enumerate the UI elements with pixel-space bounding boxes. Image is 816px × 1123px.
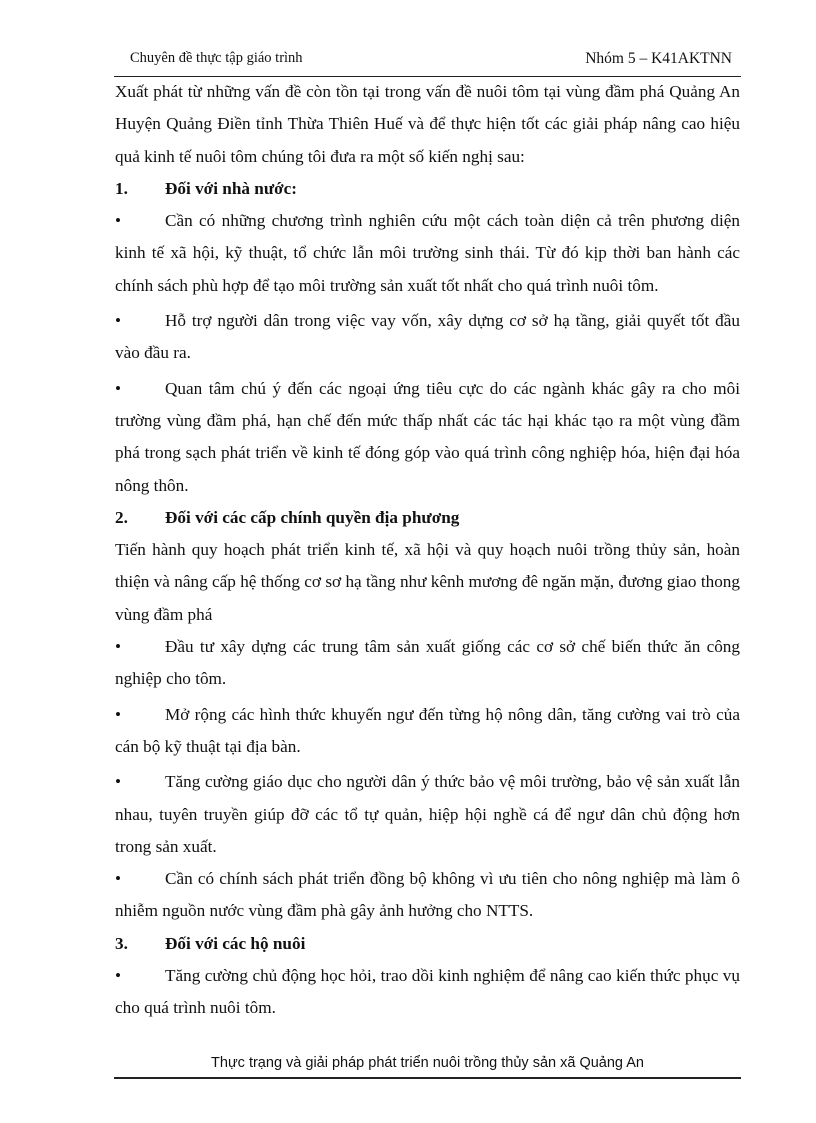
bullet-icon: • bbox=[115, 966, 122, 986]
bullet-text: Đầu tư xây dựng các trung tâm sản xuất giống các cơ sở chế biến thức ăn công nghiệp cho tôm. bbox=[115, 637, 740, 689]
section-heading-1 bbox=[115, 173, 740, 205]
header-left-text: Chuyên đề thực tập giáo trình bbox=[130, 50, 303, 66]
bullet-item bbox=[115, 699, 740, 764]
bullet-item bbox=[115, 960, 740, 1025]
footer-divider bbox=[114, 1077, 741, 1079]
section-paragraph: Tiến hành quy hoạch phát triển kinh tế, xã hội và quy hoạch nuôi trồng thủy sản, hoàn thiện và nâng cấp hệ thống cơ sơ hạ tầng như kênh mương đê ngăn mặn, đương giao thong vùng đầm phá bbox=[115, 540, 740, 624]
section-title: Đối với các cấp chính quyền địa phương bbox=[165, 507, 460, 527]
bullet-item bbox=[115, 205, 740, 302]
bullet-item bbox=[115, 766, 740, 863]
section-heading-3 bbox=[115, 928, 740, 960]
section-heading-2 bbox=[115, 502, 740, 534]
bullet-text: Hỗ trợ người dân trong việc vay vốn, xây dựng cơ sở hạ tầng, giải quyết tốt đầu vào đầu ra. bbox=[115, 311, 740, 363]
document-body bbox=[115, 76, 740, 1025]
section-number: 3. bbox=[115, 933, 128, 953]
bullet-text: Quan tâm chú ý đến các ngoại ứng tiêu cực do các ngành khác gây ra cho môi trường vùng đầm phá, hạn chế đến mức thấp nhất các tác hại khác tạo ra một vùng đầm phá trong sạch phát triển về kinh tế đóng góp vào quá trình công nghiệp hóa, hiện đại hóa nông thôn. bbox=[115, 378, 740, 495]
page-header bbox=[130, 50, 740, 72]
bullet-item bbox=[115, 373, 740, 502]
section-title: Đối với các hộ nuôi bbox=[165, 933, 306, 953]
bullet-item bbox=[115, 305, 740, 370]
bullet-text: Cần có những chương trình nghiên cứu một cách toàn diện cả trên phương diện kinh tế xã hội, kỹ thuật, tổ chức lẫn môi trường sinh thái. Từ đó kịp thời ban hành các chính sách phù hợp để tạo môi trường sản xuất tốt nhất cho quá trình nuôi tôm. bbox=[115, 211, 740, 295]
section-number: 1. bbox=[115, 178, 128, 198]
bullet-icon: • bbox=[115, 311, 122, 331]
bullet-icon: • bbox=[115, 704, 122, 724]
bullet-icon: • bbox=[115, 211, 122, 231]
bullet-icon: • bbox=[115, 637, 122, 657]
bullet-text: Mở rộng các hình thức khuyến ngư đến từng hộ nông dân, tăng cường vai trò của cán bộ kỹ thuật tại địa bàn. bbox=[115, 704, 740, 756]
bullet-icon: • bbox=[115, 772, 122, 792]
header-right-text: Nhóm 5 – K41AKTNN bbox=[585, 50, 732, 67]
bullet-item bbox=[115, 631, 740, 696]
bullet-text: Tăng cường giáo dục cho người dân ý thức bảo vệ môi trường, bảo vệ sản xuất lẫn nhau, tuyên truyền giúp đỡ các tổ tự quản, hiệp hội nghề cá để ngư dân chủ động hơn trong sản xuất. bbox=[115, 772, 740, 856]
intro-paragraph: Xuất phát từ những vấn đề còn tồn tại trong vấn đề nuôi tôm tại vùng đầm phá Quảng An Huyện Quảng Điền tỉnh Thừa Thiên Huế và để thực hiện tốt các giải pháp nâng cao hiệu quả kinh tế nuôi tôm chúng tôi đưa ra một số kiến nghị sau: bbox=[115, 82, 740, 166]
bullet-item bbox=[115, 863, 740, 928]
section-number: 2. bbox=[115, 507, 128, 527]
section-title: Đối với nhà nước: bbox=[165, 178, 298, 198]
bullet-text: Cần có chính sách phát triển đồng bộ không vì ưu tiên cho nông nghiệp mà làm ô nhiễm nguồn nước vùng đầm phà gây ảnh hưởng cho NTTS. bbox=[115, 869, 740, 921]
bullet-icon: • bbox=[115, 869, 122, 889]
bullet-icon: • bbox=[115, 378, 122, 398]
page-footer: Thực trạng và giải pháp phát triển nuôi trồng thủy sản xã Quảng An bbox=[211, 1055, 644, 1071]
bullet-text: Tăng cường chủ động học hỏi, trao dồi kinh nghiệm để nâng cao kiến thức phục vụ cho quá trình nuôi tôm. bbox=[115, 966, 740, 1018]
